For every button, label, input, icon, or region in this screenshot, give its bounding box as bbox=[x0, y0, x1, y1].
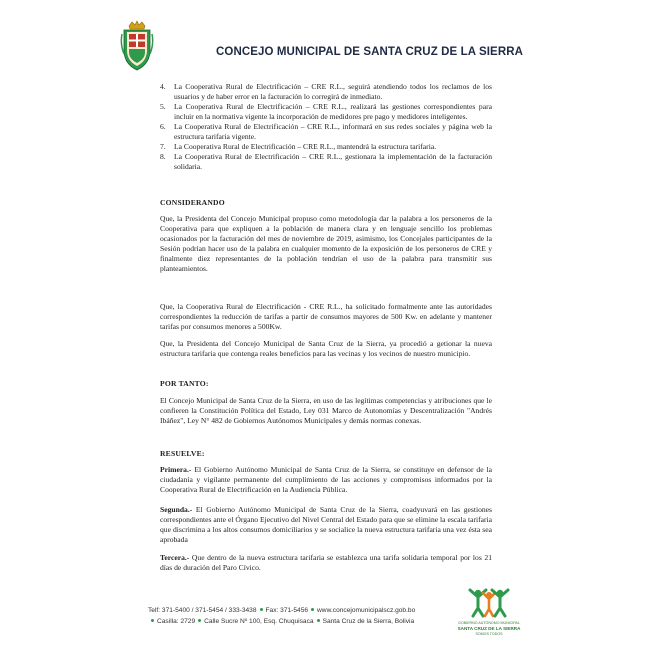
resuelve-primera: Primera.- El Gobierno Autónomo Municipal de Santa Cruz de la Sierra, se constituye en defensor de la ciudadanía y vigilante permanente del cumplimiento de las acciones y compromisos informados por la Cooperativa Rural de Electrificación en la Audiencia Pública. bbox=[160, 465, 492, 494]
footer-address-line: Casilla: 2729 Calle Sucre Nº 100, Esq. Chuquisaca Santa Cruz de la Sierra, Bolivia bbox=[148, 618, 414, 625]
bullet-icon bbox=[311, 608, 314, 611]
commitments-list bbox=[160, 82, 492, 172]
bullet-icon bbox=[317, 619, 320, 622]
list-item: 5. La Cooperativa Rural de Electrificación – CRE R.L., realizará las gestiones correspondientes para incluir en la normativa vigente la incorporación de medidores pre pago y medidores inteligentes. bbox=[160, 102, 492, 121]
footer-contact-line: Telf: 371-5400 / 371-5454 / 333-3438 Fax: 371-5456 www.concejomunicipalscz.gob.bo bbox=[148, 607, 416, 614]
resuelve-segunda: Segunda.- El Gobierno Autónomo Municipal de Santa Cruz de la Sierra, coadyuvará en las gestiones correspondientes ante el Órgano Ejecutivo del Nivel Central del Estado para que se elimine la escala tarifaria que discrimina a los altos consumos domiciliarios y se socialice la nueva estructura tarifaria una vez ésta sea aprobada bbox=[160, 505, 492, 544]
logo-text-line-3: SOMOS TODOS bbox=[475, 632, 503, 636]
bullet-icon bbox=[151, 619, 154, 622]
considerando-heading: CONSIDERANDO bbox=[160, 198, 225, 207]
bullet-icon bbox=[198, 619, 201, 622]
considerando-paragraph-1: Que, la Presidenta del Concejo Municipal propuso como metodología dar la palabra a los personeros de la Cooperativa para que expliquen a la población de manera clara y en lenguaje sencillo los problemas ocasionados por la facturación del mes de noviembre de 2019, asimismo, los Concejales participantes de la Sesión podrían hacer uso de la palabra en cualquier momento de la exposición de los personeros de CRE y finalmente diez representantes de la población tendrían el uso de la palabra para transmitir sus planteamientos. bbox=[160, 214, 492, 273]
list-item: 6. La Cooperativa Rural de Electrificación – CRE R.L., informará en sus redes sociales y página web la estructura tarifaria vigente. bbox=[160, 122, 492, 141]
municipal-logo-icon bbox=[464, 586, 514, 622]
logo-text-line-1: GOBIERNO AUTÓNOMO MUNICIPAL bbox=[458, 621, 520, 625]
list-item: 7. La Cooperativa Rural de Electrificación – CRE R.L., mantendrá la estructura tarifaria. bbox=[160, 142, 437, 151]
resuelve-heading: RESUELVE: bbox=[160, 449, 205, 458]
coat-of-arms-icon bbox=[120, 20, 154, 74]
resuelve-tercera: Tercera.- Que dentro de la nueva estructura tarifaria se establezca una tarifa solidaria temporal por los 21 días de duración del Paro Cívico. bbox=[160, 553, 492, 572]
page-header-title: CONCEJO MUNICIPAL DE SANTA CRUZ DE LA SIERRA bbox=[216, 46, 524, 58]
por-tanto-heading: POR TANTO: bbox=[160, 379, 209, 388]
list-item: 4. La Cooperativa Rural de Electrificación – CRE R.L., seguirá atendiendo todos los reclamos de los usuarios y de haber error en la facturación lo corregirá de inmediato. bbox=[160, 82, 492, 101]
logo-text-line-2: SANTA CRUZ DE LA SIERRA bbox=[457, 626, 521, 631]
por-tanto-paragraph: El Concejo Municipal de Santa Cruz de la Sierra, en uso de las legítimas competencias y atribuciones que le confieren la Constitución Política del Estado, Ley 031 Marco de Autonomías y Descentralización "Andrés Ibáñez", Ley N° 482 de Gobiernos Autónomos Municipales y demás normas conexas. bbox=[160, 396, 492, 425]
considerando-paragraph-2: Que, la Cooperativa Rural de Electrificación - CRE R.L., ha solicitado formalmente ante las autoridades correspondientes la reducción de tarifas a partir de consumos mayores de 500 Kw. en adelante y mantener tarifas por consumos menores a 500Kw. bbox=[160, 302, 492, 331]
list-item: 8. La Cooperativa Rural de Electrificación – CRE R.L., gestionara la implementación de la facturación solidaria. bbox=[160, 152, 492, 171]
considerando-paragraph-3: Que, la Presidenta del Concejo Municipal de Santa Cruz de la Sierra, ya procedió a getionar la nueva estructura tarifaria que contenga reales beneficios para las vecinas y los vecinos de nuestro municipio. bbox=[160, 339, 492, 358]
bullet-icon bbox=[260, 608, 263, 611]
